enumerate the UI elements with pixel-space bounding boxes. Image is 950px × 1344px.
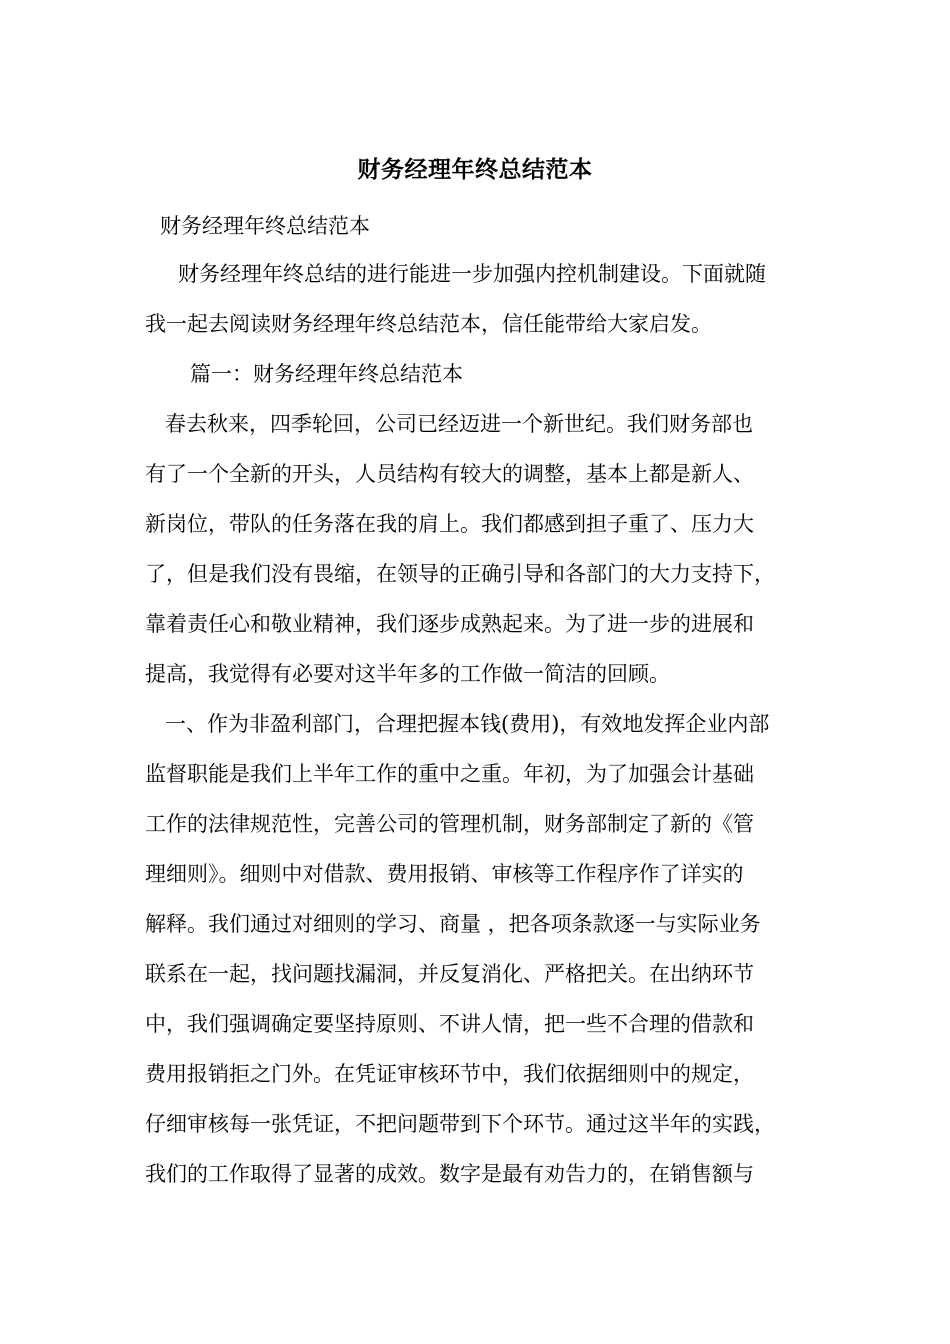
paragraph-line: 了，但是我们没有畏缩，在领导的正确引导和各部门的大力支持下， [145, 562, 775, 586]
paragraph-line: 有了一个全新的开头，人员结构有较大的调整，基本上都是新人、 [145, 462, 754, 486]
paragraph-line: 财务经理年终总结的进行能进一步加强内控机制建设。下面就随 [178, 262, 766, 286]
paragraph-line: 仔细审核每一张凭证，不把问题带到下个环节。通过这半年的实践， [145, 1112, 775, 1136]
paragraph-line: 解释。我们通过对细则的学习、商量 ，把各项条款逐一与实际业务 [145, 912, 761, 936]
paragraph-line: 中，我们强调确定要坚持原则、不讲人情，把一些不合理的借款和 [145, 1012, 754, 1036]
paragraph-line: 春去秋来，四季轮回，公司已经迈进一个新世纪。我们财务部也 [165, 412, 753, 436]
section-heading: 篇一：财务经理年终总结范本 [190, 362, 463, 386]
paragraph-line: 理细则》。细则中对借款、费用报销、审核等工作程序作了详实的 [145, 862, 744, 886]
paragraph-line: 提高，我觉得有必要对这半年多的工作做一简洁的回顾。 [145, 662, 670, 686]
paragraph-line: 一、作为非盈利部门，合理把握本钱(费用)，有效地发挥企业内部 [165, 712, 770, 736]
paragraph-line: 监督职能是我们上半年工作的重中之重。年初，为了加强会计基础 [145, 762, 754, 786]
paragraph-line: 新岗位，带队的任务落在我的肩上。我们都感到担子重了、压力大 [145, 512, 754, 536]
paragraph-line: 靠着责任心和敬业精神，我们逐步成熟起来。为了进一步的进展和 [145, 612, 754, 636]
paragraph-line: 费用报销拒之门外。在凭证审核环节中，我们依据细则中的规定， [145, 1062, 754, 1086]
document-title: 财务经理年终总结范本 [357, 156, 593, 183]
paragraph-line: 工作的法律规范性，完善公司的管理机制，财务部制定了新的《管 [145, 812, 754, 836]
paragraph-line: 联系在一起，找问题找漏洞，并反复消化、严格把关。在出纳环节 [145, 962, 754, 986]
paragraph-line: 我们的工作取得了显著的成效。数字是最有劝告力的，在销售额与 [145, 1162, 754, 1186]
paragraph-line: 我一起去阅读财务经理年终总结范本，信任能带给大家启发。 [145, 312, 712, 336]
document-subtitle: 财务经理年终总结范本 [160, 214, 370, 238]
